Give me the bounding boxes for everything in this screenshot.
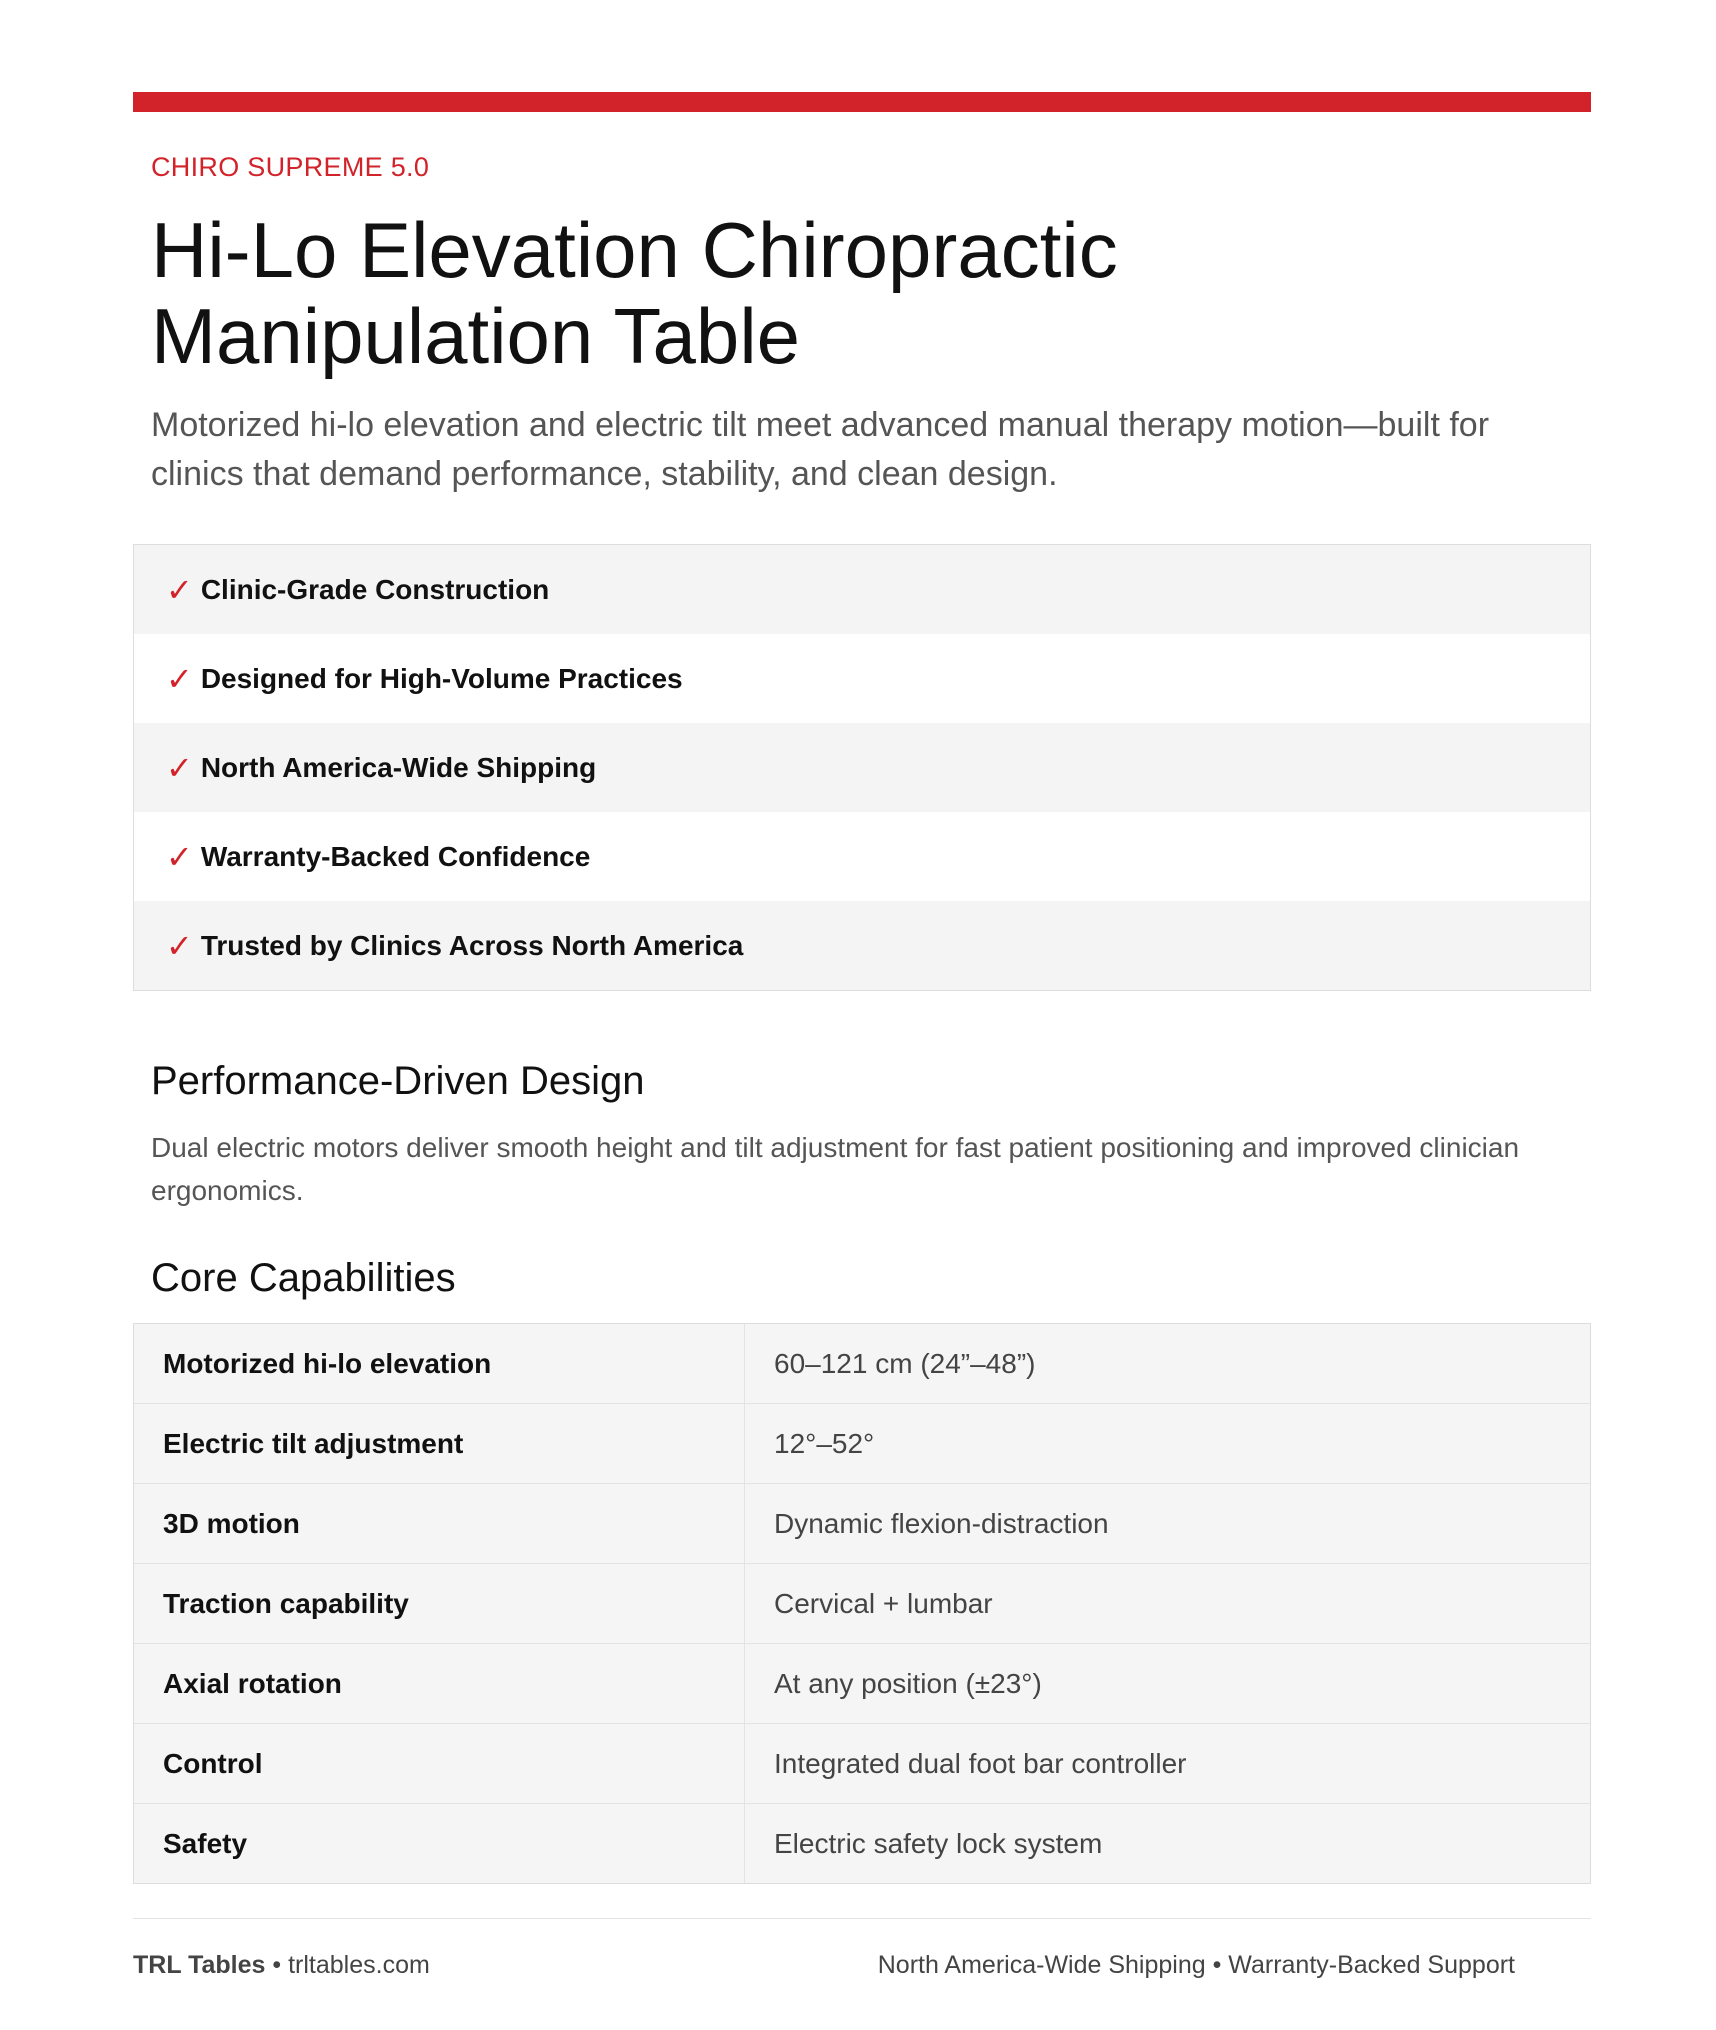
footer-brand-line	[133, 1951, 430, 1980]
feature-item	[134, 545, 1590, 634]
feature-label: Designed for High-Volume Practices	[200, 662, 683, 694]
table-row	[134, 1803, 1590, 1883]
spec-label: Axial rotation	[134, 1644, 745, 1723]
spec-value: Electric safety lock system	[774, 1827, 1103, 1859]
feature-item	[134, 723, 1590, 812]
spec-label: 3D motion	[134, 1484, 745, 1563]
spec-label: Electric tilt adjustment	[134, 1404, 745, 1483]
spec-value: Dynamic flexion-distraction	[774, 1507, 1109, 1539]
spec-label: Safety	[134, 1804, 745, 1883]
capabilities-heading: Core Capabilities	[151, 1256, 456, 1300]
checkmark-icon: ✓	[166, 838, 193, 875]
page-title: Hi-Lo Elevation Chiropractic Manipulation Table	[151, 206, 1118, 380]
checkmark-icon: ✓	[166, 571, 193, 608]
checkmark-icon: ✓	[166, 749, 193, 786]
spec-label: Traction capability	[134, 1564, 745, 1643]
feature-label: Trusted by Clinics Across North America	[200, 929, 744, 961]
footer-divider	[133, 1918, 1591, 1919]
feature-item	[134, 634, 1590, 723]
capabilities-table	[133, 1323, 1591, 1884]
table-row	[134, 1563, 1590, 1643]
feature-item	[134, 901, 1590, 990]
table-row	[134, 1643, 1590, 1723]
top-accent-bar	[133, 92, 1591, 112]
feature-item	[134, 812, 1590, 901]
table-row	[134, 1483, 1590, 1563]
product-eyebrow: CHIRO SUPREME 5.0	[151, 152, 430, 182]
footer	[133, 1951, 1591, 1980]
spec-label: Motorized hi-lo elevation	[134, 1324, 745, 1403]
page-subtitle: Motorized hi-lo elevation and electric tilt meet advanced manual therapy motion—built for clinics that demand performance, stability, and clean design.	[151, 406, 1490, 493]
feature-label: North America-Wide Shipping	[200, 751, 597, 783]
spec-value: 60–121 cm (24”–48”)	[774, 1347, 1036, 1379]
feature-label: Warranty-Backed Confidence	[200, 840, 591, 872]
performance-body: Dual electric motors deliver smooth height and tilt adjustment for fast patient positioning and improved clinician ergonomics.	[151, 1132, 1520, 1206]
footer-site: • trltables.com	[265, 1951, 430, 1979]
footer-tagline: North America-Wide Shipping • Warranty-Backed Support	[877, 1951, 1515, 1979]
feature-list	[133, 544, 1591, 991]
table-row	[134, 1324, 1590, 1403]
page	[133, 92, 1591, 1980]
spec-value: At any position (±23°)	[774, 1667, 1042, 1699]
table-row	[134, 1403, 1590, 1483]
spec-label: Control	[134, 1724, 745, 1803]
table-row	[134, 1723, 1590, 1803]
checkmark-icon: ✓	[166, 660, 193, 697]
spec-value: 12°–52°	[774, 1427, 875, 1459]
performance-heading: Performance-Driven Design	[151, 1059, 645, 1103]
checkmark-icon: ✓	[166, 927, 193, 964]
footer-brand: TRL Tables	[133, 1951, 266, 1979]
feature-label: Clinic-Grade Construction	[200, 573, 550, 605]
spec-value: Cervical + lumbar	[774, 1587, 993, 1619]
spec-value: Integrated dual foot bar controller	[774, 1747, 1187, 1779]
